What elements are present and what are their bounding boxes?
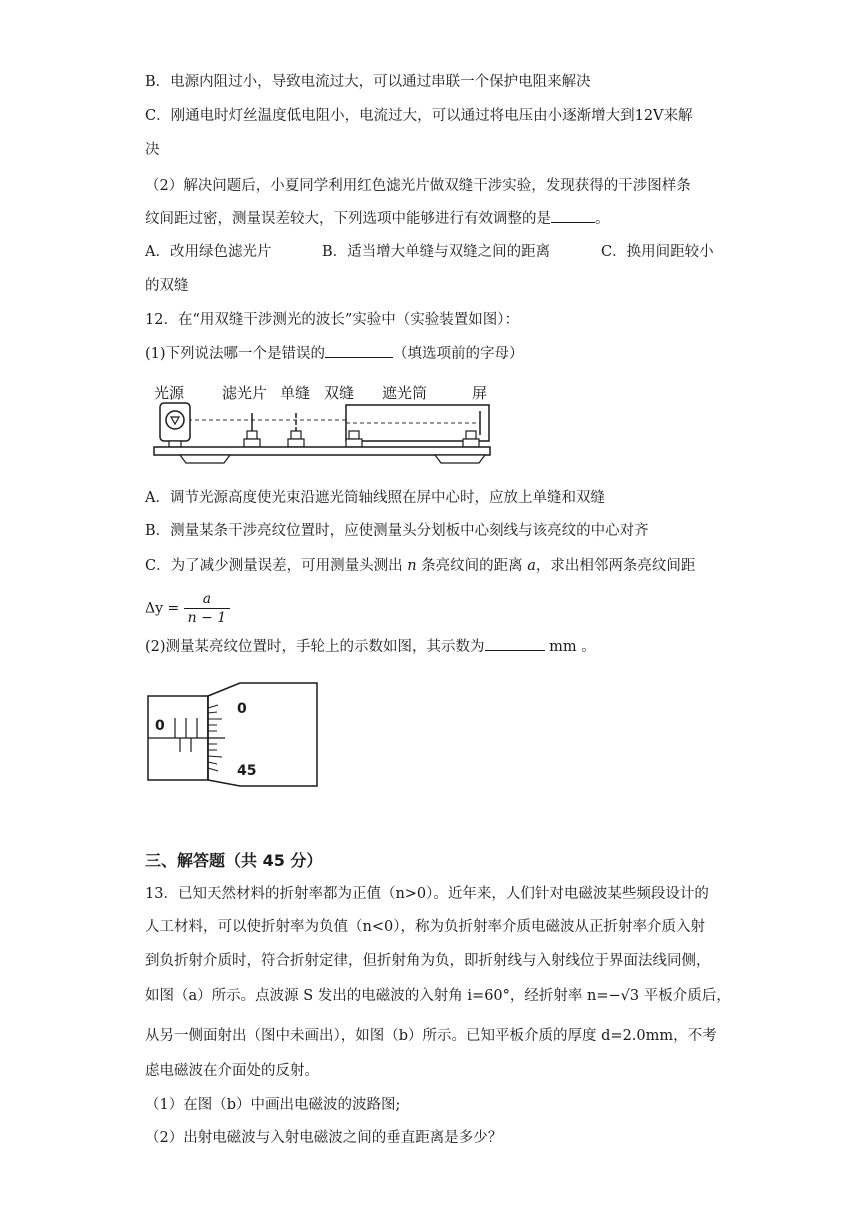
q11-part2-option-a: A．改用绿色滤光片 — [145, 244, 272, 260]
thimble-45-label: 45 — [237, 763, 257, 779]
q11-option-c-line1: C．刚通电时灯丝温度低电阻小，电流过大，可以通过将电压由小逐渐增大到12V来解 — [145, 108, 693, 124]
q12-part2-unit: mm 。 — [544, 639, 596, 655]
fringe-spacing-formula — [145, 590, 230, 627]
q11-part2-option-b: B．适当增大单缝与双缝之间的距离 — [322, 244, 551, 260]
double-slit-apparatus-figure — [150, 375, 495, 467]
q12-title: 12．在“用双缝干涉测光的波长”实验中（实验装置如图）： — [145, 312, 520, 328]
formula-fraction — [184, 590, 231, 627]
q12-option-c — [145, 556, 695, 576]
q12-part2 — [145, 636, 596, 657]
q13-line3: 到负折射介质时，符合折射定律，但折射角为负，即折射线与入射线位于界面法线同侧， — [145, 953, 711, 969]
q12-part1-blank[interactable] — [325, 343, 393, 358]
q11-option-b: B．电源内阻过小，导致电流过大，可以通过串联一个保护电阻来解决 — [145, 74, 591, 90]
q12-part1-hint: （填选项前的字母） — [393, 346, 524, 362]
label-single-slit: 单缝 — [280, 384, 311, 402]
q12-option-c-text3: ，求出相邻两条亮纹间距 — [535, 558, 696, 574]
q11-option-c-line2: 决 — [145, 142, 160, 158]
label-light-source: 光源 — [154, 384, 185, 402]
thimble-zero-label: 0 — [237, 701, 247, 717]
q13-line6: 虑电磁波在介面处的反射。 — [145, 1063, 319, 1079]
q11-part2-line2 — [145, 208, 610, 229]
var-n: n — [407, 558, 417, 574]
label-shade-tube: 遮光筒 — [382, 384, 428, 402]
optical-rail — [154, 447, 490, 455]
sleeve-zero-label: 0 — [155, 718, 165, 734]
q12-option-a: A．调节光源高度使光束沿遮光筒轴线照在屏中心时，应放上单缝和双缝 — [145, 490, 605, 506]
section-3-title: 三、解答题（共 45 分） — [145, 851, 323, 870]
q11-answer-blank[interactable] — [551, 208, 595, 223]
q12-part1-text: (1)下列说法哪一个是错误的 — [145, 346, 326, 362]
formula-denominator: n − 1 — [187, 610, 227, 626]
q11-part2-line1: （2）解决问题后，小夏同学利用红色滤光片做双缝干涉实验，发现获得的干涉图样条 — [145, 178, 691, 194]
q11-part2-end: 。 — [595, 211, 610, 227]
q11-part2-option-c: C．换用间距较小 — [601, 244, 714, 260]
formula-lhs: Δy = — [145, 600, 180, 617]
q12-part2-blank[interactable] — [485, 636, 545, 651]
label-screen: 屏 — [472, 384, 488, 402]
q13-line5: 从另一侧面射出（图中未画出），如图（b）所示。已知平板介质的厚度 d=2.0mm，不考 — [145, 1028, 717, 1044]
q13-part2: （2）出射电磁波与入射电磁波之间的垂直距离是多少？ — [145, 1130, 503, 1146]
q12-option-c-text2: 条亮纹间的距离 — [416, 558, 528, 574]
q13-line2: 人工材料，可以使折射率为负值（n<0），称为负折射率介质电磁波从正折射率介质入射 — [145, 919, 705, 935]
q11-part2-option-c-cont: 的双缝 — [145, 278, 189, 294]
label-double-slit: 双缝 — [324, 384, 355, 402]
q12-part1 — [145, 343, 524, 364]
formula-numerator: a — [184, 590, 231, 609]
q11-part2-text: 纹间距过密，测量误差较大，下列选项中能够进行有效调整的是 — [145, 211, 551, 227]
label-filter: 滤光片 — [222, 384, 268, 402]
q12-option-c-text1: C．为了减少测量误差，可用测量头测出 — [145, 558, 408, 574]
q13-line4: 如图（a）所示。点波源 S 发出的电磁波的入射角 i=60°，经折射率 n=−√3 平板介质后， — [145, 988, 731, 1004]
q12-part2-text: (2)测量某亮纹位置时，手轮上的示数如图，其示数为 — [145, 639, 485, 655]
micrometer-figure — [145, 678, 320, 788]
var-a: a — [527, 558, 536, 574]
q13-part1: （1）在图（b）中画出电磁波的波路图; — [145, 1097, 401, 1113]
q13-line1: 13．已知天然材料的折射率都为正值（n>0）。近年来，人们针对电磁波某些频段设计的 — [145, 886, 709, 902]
q12-option-b: B．测量某条干涉亮纹位置时，应使测量头分划板中心刻线与该亮纹的中心对齐 — [145, 523, 649, 539]
